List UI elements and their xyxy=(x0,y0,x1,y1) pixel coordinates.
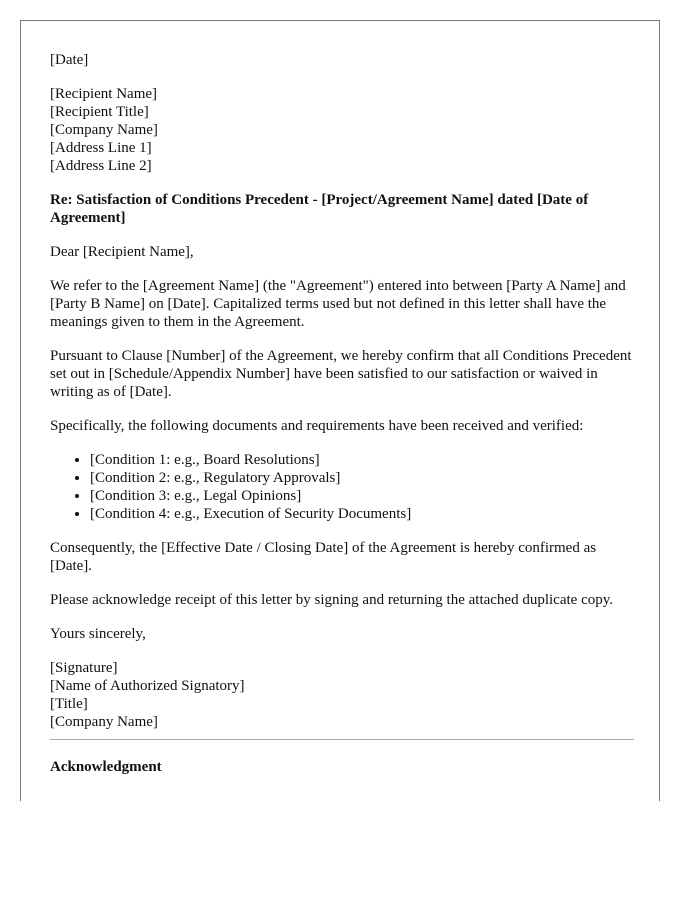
recipient-block xyxy=(50,85,634,175)
paragraph-agreement-reference: We refer to the [Agreement Name] (the "Agreement") entered into between [Party A Name] and [Party B Name] on [Date]. Capitalized terms used but not defined in this letter shall have the meanings given to them in the Agreement. xyxy=(50,278,626,330)
condition-item: • [Condition 3: e.g., Legal Opinions] xyxy=(90,487,634,505)
signatory-title: [Title] xyxy=(50,696,88,712)
letter-subject: Re: Satisfaction of Conditions Precedent - [Project/Agreement Name] dated [Date of Agreement] xyxy=(50,192,589,226)
letter-page xyxy=(20,20,660,801)
signature-placeholder: [Signature] xyxy=(50,660,118,676)
paragraph-conditions-confirmation: Pursuant to Clause [Number] of the Agreement, we hereby confirm that all Conditions Precedent set out in [Schedule/Appendix Number] have been satisfied to our satisfaction or waived in writing as of [Date]. xyxy=(50,348,632,400)
paragraph-acknowledge-request: Please acknowledge receipt of this letter by signing and returning the attached duplicate copy. xyxy=(50,592,613,608)
paragraph-documents-intro: Specifically, the following documents and requirements have been received and verified: xyxy=(50,418,584,434)
signature-block xyxy=(50,659,634,731)
condition-item: • [Condition 4: e.g., Execution of Security Documents] xyxy=(90,505,634,523)
signatory-name: [Name of Authorized Signatory] xyxy=(50,678,245,694)
condition-item: • [Condition 2: e.g., Regulatory Approvals] xyxy=(90,469,634,487)
recipient-company: [Company Name] xyxy=(50,122,158,138)
recipient-title: [Recipient Title] xyxy=(50,104,149,120)
recipient-name: [Recipient Name] xyxy=(50,86,158,102)
condition-item: • [Condition 1: e.g., Board Resolutions] xyxy=(90,451,634,469)
acknowledgment-heading: Acknowledgment xyxy=(50,759,162,775)
recipient-address-line-1: [Address Line 1] xyxy=(50,140,152,156)
recipient-address-line-2: [Address Line 2] xyxy=(50,158,152,174)
closing: Yours sincerely, xyxy=(50,626,146,642)
signatory-company: [Company Name] xyxy=(50,714,158,730)
conditions-list xyxy=(50,451,634,523)
salutation: Dear [Recipient Name], xyxy=(50,244,194,260)
paragraph-effective-date: Consequently, the [Effective Date / Closing Date] of the Agreement is hereby confirmed as [Date]. xyxy=(50,540,597,574)
letter-content xyxy=(50,51,634,776)
section-divider xyxy=(50,739,634,740)
letter-date: [Date] xyxy=(50,52,89,68)
